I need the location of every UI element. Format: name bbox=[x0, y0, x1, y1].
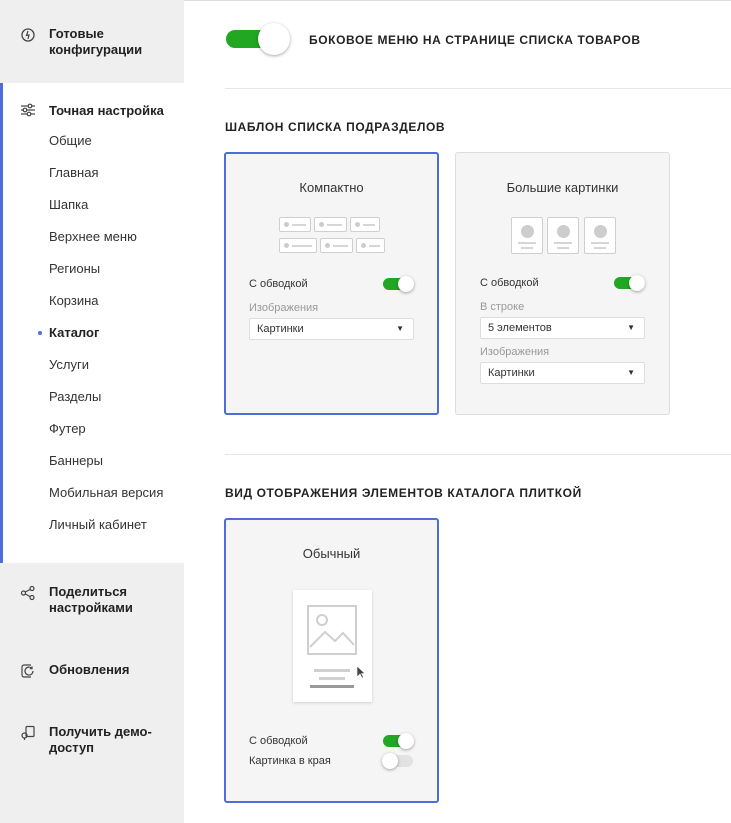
side-menu-toggle[interactable] bbox=[226, 30, 286, 53]
card-title: Обычный bbox=[302, 546, 361, 561]
toggle-knob bbox=[398, 276, 414, 292]
toggle-knob bbox=[258, 23, 290, 55]
toggle-knob bbox=[398, 733, 414, 749]
toggle-knob bbox=[382, 753, 398, 769]
sidebar-item-fine-tuning[interactable] bbox=[3, 83, 184, 120]
preview-picture bbox=[547, 217, 579, 254]
sidebar-item-label: Поделиться настройками bbox=[49, 584, 133, 615]
sidebar-item-label: Обновления bbox=[49, 662, 130, 677]
subnav-item-regions[interactable]: Регионы bbox=[49, 261, 101, 276]
card-title: Компактно bbox=[299, 180, 364, 195]
sliders-icon bbox=[20, 103, 38, 120]
subnav-item-sections[interactable]: Разделы bbox=[49, 389, 102, 404]
divider bbox=[225, 88, 731, 89]
per-row-select[interactable] bbox=[480, 317, 645, 339]
sidebar-item-share[interactable] bbox=[0, 584, 184, 616]
template-card-compact[interactable] bbox=[224, 152, 439, 415]
sidebar-subnav bbox=[3, 133, 184, 549]
subnav-item-general[interactable]: Общие bbox=[49, 133, 92, 148]
refresh-icon bbox=[20, 663, 38, 682]
per-row-label: В строке bbox=[480, 301, 525, 313]
subnav-item-cart[interactable]: Корзина bbox=[49, 293, 99, 308]
preview-item bbox=[320, 238, 353, 253]
select-value: 5 элементов bbox=[488, 322, 552, 334]
dropdown-arrow-icon: ▼ bbox=[627, 323, 635, 332]
sidebar-item-updates[interactable] bbox=[0, 662, 184, 682]
edge-label: Картинка в края bbox=[249, 755, 331, 767]
sidebar-item-label: Готовые конфигурации bbox=[49, 26, 143, 57]
subnav-item-catalog[interactable]: Каталог bbox=[3, 325, 184, 357]
subnav-item-banners[interactable]: Баннеры bbox=[49, 453, 103, 468]
subnav-item-account[interactable]: Личный кабинет bbox=[49, 517, 147, 532]
sidebar bbox=[0, 0, 184, 823]
key-icon bbox=[20, 725, 38, 756]
dropdown-arrow-icon: ▼ bbox=[396, 324, 404, 333]
card-title: Большие картинки bbox=[506, 180, 619, 195]
dropdown-arrow-icon: ▼ bbox=[627, 368, 635, 377]
sidebar-section-fine-tuning bbox=[0, 83, 184, 563]
side-menu-toggle-label: БОКОВОЕ МЕНЮ НА СТРАНИЦЕ СПИСКА ТОВАРОВ bbox=[309, 33, 641, 47]
border-toggle[interactable] bbox=[383, 278, 413, 290]
sidebar-item-label: Точная настройка bbox=[49, 103, 164, 118]
select-value: Картинки bbox=[257, 323, 304, 335]
divider bbox=[225, 454, 731, 455]
preview-item bbox=[314, 217, 347, 232]
palette-icon bbox=[20, 27, 38, 83]
subnav-item-main[interactable]: Главная bbox=[49, 165, 99, 180]
images-select[interactable] bbox=[480, 362, 645, 384]
sidebar-item-label: Получить демо-доступ bbox=[49, 724, 152, 755]
border-label: С обводкой bbox=[480, 277, 539, 289]
toggle-knob bbox=[629, 275, 645, 291]
sidebar-item-ready-configs[interactable] bbox=[0, 4, 184, 83]
top-border bbox=[184, 0, 731, 4]
tile-card-normal[interactable] bbox=[224, 518, 439, 803]
tile-view-title: ВИД ОТОБРАЖЕНИЯ ЭЛЕМЕНТОВ КАТАЛОГА ПЛИТКОЙ bbox=[225, 486, 582, 500]
border-row bbox=[249, 278, 413, 290]
preview-item bbox=[350, 217, 380, 232]
preview-item bbox=[356, 238, 385, 253]
edge-row bbox=[249, 755, 413, 767]
subnav-item-mobile[interactable]: Мобильная версия bbox=[49, 485, 164, 500]
preview-item bbox=[279, 238, 317, 253]
border-label: С обводкой bbox=[249, 278, 308, 290]
subnav-item-footer[interactable]: Футер bbox=[49, 421, 86, 436]
subnav-item-top-menu[interactable]: Верхнее меню bbox=[49, 229, 137, 244]
preview-item bbox=[279, 217, 311, 232]
image-placeholder-icon bbox=[307, 605, 357, 660]
images-label: Изображения bbox=[249, 302, 319, 314]
border-row bbox=[249, 735, 413, 747]
cursor-icon bbox=[356, 665, 366, 684]
sidebar-item-demo[interactable] bbox=[0, 724, 184, 756]
images-select[interactable] bbox=[249, 318, 414, 340]
share-icon bbox=[20, 585, 38, 616]
subnav-item-services[interactable]: Услуги bbox=[49, 357, 89, 372]
subsections-title: ШАБЛОН СПИСКА ПОДРАЗДЕЛОВ bbox=[225, 120, 446, 134]
toggle-switch[interactable] bbox=[226, 30, 286, 48]
subnav-item-header[interactable]: Шапка bbox=[49, 197, 89, 212]
border-row bbox=[480, 277, 644, 289]
preview-picture bbox=[584, 217, 616, 254]
tile-preview bbox=[293, 590, 372, 702]
template-card-big-pictures[interactable] bbox=[455, 152, 670, 415]
preview-picture bbox=[511, 217, 543, 254]
select-value: Картинки bbox=[488, 367, 535, 379]
edge-toggle[interactable] bbox=[383, 755, 413, 767]
border-toggle[interactable] bbox=[614, 277, 644, 289]
border-toggle[interactable] bbox=[383, 735, 413, 747]
border-label: С обводкой bbox=[249, 735, 308, 747]
images-label: Изображения bbox=[480, 346, 550, 358]
